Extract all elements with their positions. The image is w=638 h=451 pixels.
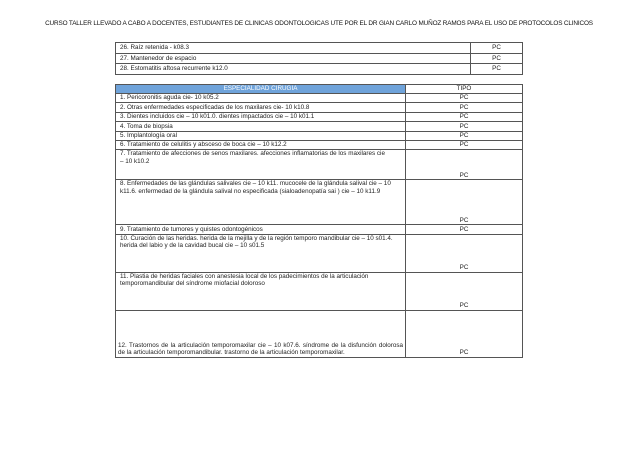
table-header-row [116,85,523,94]
row-description: 1. Pericoronitis aguda cie- 10 k05.2 [116,94,406,103]
row-tipo: PC [406,131,523,140]
table-row [116,94,523,103]
row-description: 9. Tratamiento de tumores y quistes odontogénicos [116,225,406,234]
row-description: 12. Trastornos de la articulación temporomaxilar cie – 10 k07.6. síndrome de la disfunción dolorosa de la articulación temporomandibular. trastorno de la articulación temporomaxilar. [116,310,406,357]
row-description: 3. Dientes incluidos cie – 10 k01.0. dientes impactados cie – 10 k01.1 [116,112,406,121]
row-tipo: PC [406,225,523,234]
row-description: 2. Otras enfermedades especificadas de los maxilares cie- 10 k10.8 [116,103,406,112]
table-row [116,140,523,149]
row-tipo: PC [406,140,523,149]
row-description: 26. Raíz retenida - k08.3 [116,43,471,54]
row-tipo: PC [406,112,523,121]
row-tipo: PC [406,310,523,357]
row-description: 28. Estomatitis aftosa recurrente k12.0 [116,64,471,75]
row-description: 27. Mantenedor de espacio [116,53,471,64]
document-header: CURSO TALLER LLEVADO A CABO A DOCENTES, ESTUDIANTES DE CLINICAS ODONTOLOGICAS UTE POR EL DR GIAN CARLO MUÑOZ RAMOS PARA EL USO DE PROTOCOLOS CLINICOS [45,20,593,27]
row-description: 10. Curación de las heridas. herida de la mejilla y de la región temporo mandibular cie – 10 s01.4. herida del labio y de la cavidad bucal cie – 10 s01.5 [116,234,406,272]
row-tipo: PC [406,103,523,112]
row-description: 6. Tratamiento de celulitis y absceso de boca cie – 10 k12.2 [116,140,406,149]
table-row [116,225,523,234]
table-row [116,310,523,357]
row-tipo: PC [471,53,523,64]
row-tipo: PC [406,150,523,180]
column-header-tipo: TIPO [406,85,523,94]
row-description: 5. Implantología oral [116,131,406,140]
row-description: 7. Tratamiento de afecciones de senos maxilares. afecciones inflamatorias de los maxilares cie – 10 k10.2 [116,150,406,180]
table-row [116,272,523,310]
table-row [116,234,523,272]
table-row [116,53,523,64]
row-tipo: PC [406,122,523,131]
column-header-especialidad: ESPECIALIDAD CIRUGIA [116,85,406,94]
row-description: 11. Plastia de heridas faciales con anestesia local de los padecimientos de la articulación temporomandibular del síndrome miofacial doloroso [116,272,406,310]
table-row [116,122,523,131]
row-tipo: PC [406,180,523,225]
table-previous-items [115,42,523,75]
table-row [116,103,523,112]
row-tipo: PC [471,43,523,54]
row-description: 4. Toma de biopsia [116,122,406,131]
table-row [116,150,523,180]
table-row [116,64,523,75]
row-tipo: PC [471,64,523,75]
row-tipo: PC [406,234,523,272]
table-row [116,131,523,140]
row-tipo: PC [406,272,523,310]
table-especialidad-cirugia [115,84,523,358]
row-tipo: PC [406,94,523,103]
row-description: 8. Enfermedades de las glándulas salivales cie – 10 k11. mucocele de la glándula salival cie – 10 k11.6. enfermedad de la glándula salival no especificada (sialoadenopatía sai ) cie – 10 k11.9 [116,180,406,225]
table-row [116,180,523,225]
table-row [116,43,523,54]
table-row [116,112,523,121]
